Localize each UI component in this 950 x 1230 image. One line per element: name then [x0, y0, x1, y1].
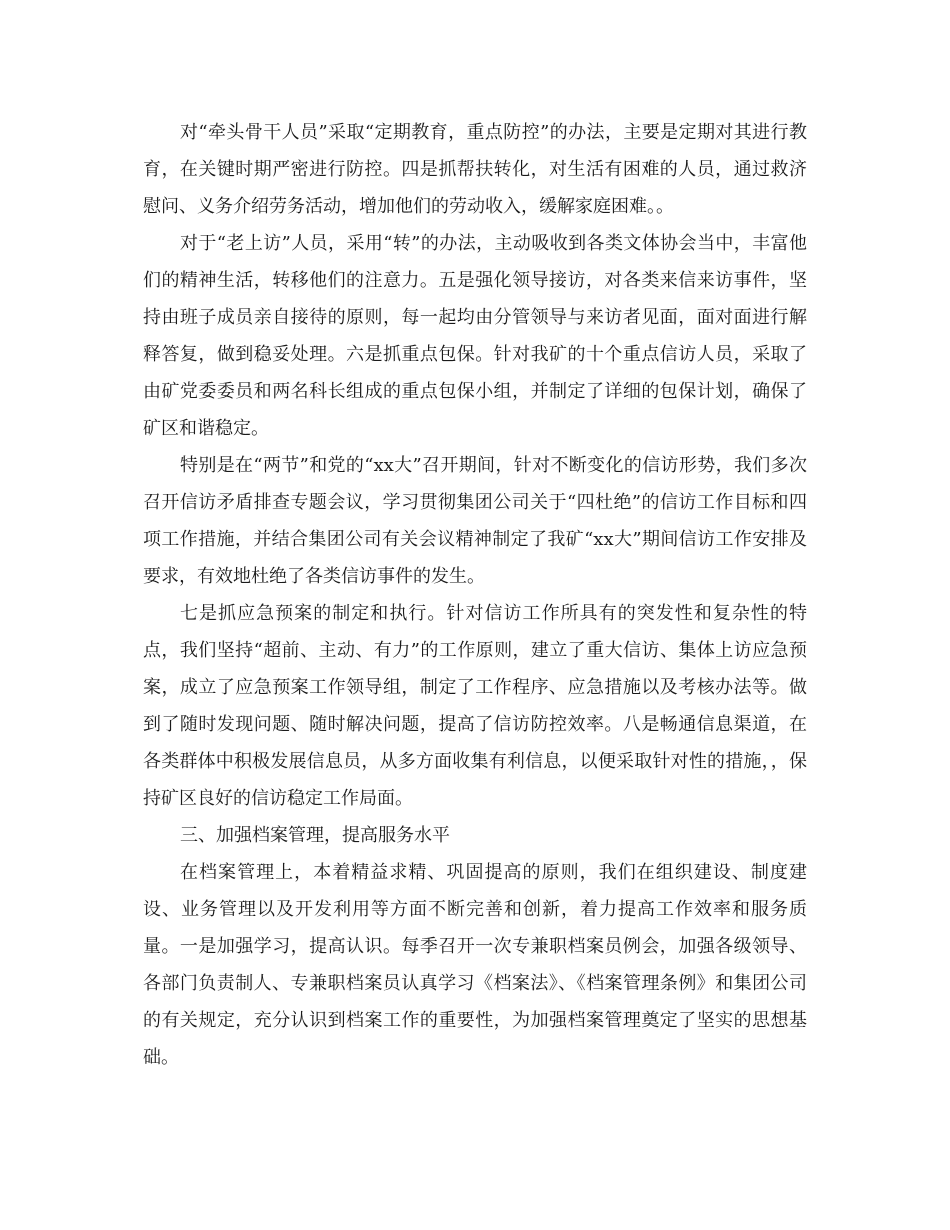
paragraph-4: 七是抓应急预案的制定和执行。针对信访工作所具有的突发性和复杂性的特点，我们坚持“超前、主动、有力”的工作原则，建立了重大信访、集体上访应急预案，成立了应急预案工作领导组，制定了工作程序、应急措施以及考核办法等。做到了随时发现问题、随时解决问题，提高了信访防控效率。八是畅通信息渠道，在各类群体中积极发展信息员，从多方面收集有利信息，以便采取针对性的措施，，保持矿区良好的信访稳定工作局面。	[143, 603, 807, 809]
paragraph-5: 在档案管理上，本着精益求精、巩固提高的原则，我们在组织建设、制度建设、业务管理以及开发利用等方面不断完善和创新，着力提高工作效率和服务质量。一是加强学习，提高认识。每季召开一次专兼职档案员例会，加强各级领导、各部门负责制人、专兼职档案员认真学习《档案法》、《档案管理条例》和集团公司的有关规定，充分认识到档案工作的重要性，为加强档案管理奠定了坚实的思想基础。	[143, 862, 807, 1068]
section-heading: 三、加强档案管理，提高服务水平	[180, 825, 450, 846]
document-page	[143, 114, 807, 1076]
paragraph-2: 对于“老上访”人员，采用“转”的办法，主动吸收到各类文体协会当中，丰富他们的精神生活，转移他们的注意力。五是强化领导接访，对各类来信来访事件，坚持由班子成员亲自接待的原则，每一起均由分管领导与来访者见面，面对面进行解释答复，做到稳妥处理。六是抓重点包保。针对我矿的十个重点信访人员，采取了由矿党委委员和两名科长组成的重点包保小组，并制定了详细的包保计划，确保了矿区和谐稳定。	[143, 233, 807, 439]
paragraph-3: 特别是在“两节”和党的“xx大”召开期间，针对不断变化的信访形势，我们多次召开信访矛盾排查专题会议，学习贯彻集团公司关于“四杜绝”的信访工作目标和四项工作措施，并结合集团公司有关会议精神制定了我矿“xx大”期间信访工作安排及要求，有效地杜绝了各类信访事件的发生。	[143, 455, 807, 587]
paragraph-1: 对“牵头骨干人员”采取“定期教育，重点防控”的办法，主要是定期对其进行教育，在关键时期严密进行防控。四是抓帮扶转化，对生活有困难的人员，通过救济慰问、义务介绍劳务活动，增加他们的劳动收入，缓解家庭困难。。	[143, 122, 807, 217]
